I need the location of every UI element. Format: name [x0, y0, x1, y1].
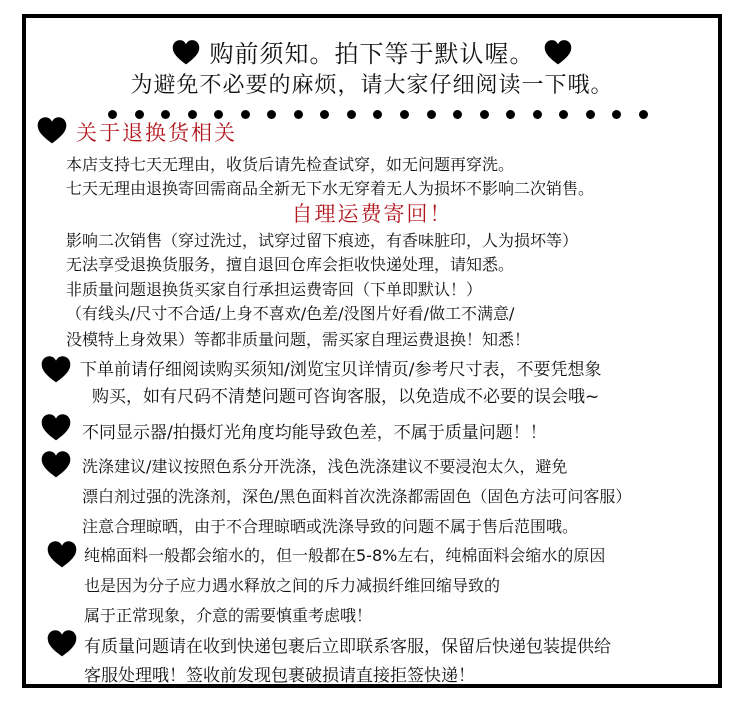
note-line: 也是因为分子应力遇水释放之间的斥力减损纤维回缩导致的	[84, 576, 501, 595]
heart-icon	[543, 39, 573, 65]
returns-detail: 无法享受退换货服务，擅自退回仓库会拒收快递处理，请知悉。	[66, 255, 515, 274]
divider-dot	[612, 110, 621, 119]
note-line: 有质量问题请在收到快递包裹后立即联系客服，保留后快递包装提供给	[84, 637, 611, 657]
divider-dot	[267, 110, 276, 119]
header-line1: 购前须知。拍下等于默认喔。	[209, 40, 535, 68]
note-line: 购买，如有尺码不清楚问题可咨询客服，以免造成不必要的误会哦~	[92, 387, 600, 407]
returns-line: 七天无理由退换寄回需商品全新无下水无穿着无人为损坏不影响二次销售。	[66, 179, 595, 198]
heart-icon	[36, 116, 68, 144]
divider-dot	[241, 110, 250, 119]
divider-dot	[639, 110, 648, 119]
heart-icon	[46, 540, 78, 568]
divider-dot	[506, 110, 515, 119]
returns-detail: 没模特上身效果）等都非质量问题，需买家自理运费退换！知悉！	[66, 330, 531, 349]
heart-icon	[171, 39, 201, 65]
divider-dot	[347, 110, 356, 119]
heart-icon	[40, 413, 72, 441]
note-line: 客服处理哦！签收前发现包裹破损请直接拒签快递！	[84, 666, 475, 686]
returns-line: 本店支持七天无理由，收货后请先检查试穿，如无问题再穿洗。	[66, 155, 515, 174]
returns-detail: 非质量问题退换货买家自行承担运费寄回（下单即默认！）	[66, 280, 483, 299]
note-line: 属于正常现象，介意的需要慎重考虑哦！	[84, 606, 373, 625]
note-line: 注意合理晾晒，由于不合理晾晒或洗涤导致的问题不属于售后范围哦。	[82, 517, 579, 536]
returns-detail: （有线头/尺寸不合适/上身不喜欢/色差/没图片好看/做工不满意/	[66, 304, 515, 323]
notice-frame	[22, 14, 722, 688]
divider-dot	[373, 110, 382, 119]
header-subtitle: 为避免不必要的麻烦，请大家仔细阅读一下哦。	[130, 73, 614, 98]
divider-dot	[400, 110, 409, 119]
divider-dot	[586, 110, 595, 119]
divider-dot	[427, 110, 436, 119]
returns-heading: 关于退换货相关	[76, 121, 237, 145]
shipping-emphasis: 自理运费寄回！	[291, 202, 453, 226]
heart-icon	[40, 355, 72, 383]
note-line: 洗涤建议/建议按照色系分开洗涤，浅色洗涤建议不要浸泡太久，避免	[82, 457, 568, 476]
note-line: 不同显示器/拍摄灯光角度均能导致色差，不属于质量问题！！	[82, 423, 547, 443]
divider-dot	[559, 110, 568, 119]
divider-dot	[453, 110, 462, 119]
divider-dot	[533, 110, 542, 119]
returns-detail: 影响二次销售（穿过洗过，试穿过留下痕迹，有香味脏印，人为损坏等）	[66, 231, 579, 250]
divider-dot	[480, 110, 489, 119]
heart-icon	[40, 450, 72, 478]
heart-icon	[46, 629, 78, 657]
note-line: 纯棉面料一般都会缩水的，但一般都在5-8%左右，纯棉面料会缩水的原因	[84, 546, 606, 565]
header-title	[26, 34, 718, 69]
divider-dot	[320, 110, 329, 119]
note-line: 下单前请仔细阅读购买须知/浏览宝贝详情页/参考尺寸表，不要凭想象	[80, 360, 602, 380]
note-line: 漂白剂过强的洗涤剂，深色/黑色面料首次洗涤都需固色（固色方法可问客服）	[82, 487, 632, 506]
divider-dot	[294, 110, 303, 119]
